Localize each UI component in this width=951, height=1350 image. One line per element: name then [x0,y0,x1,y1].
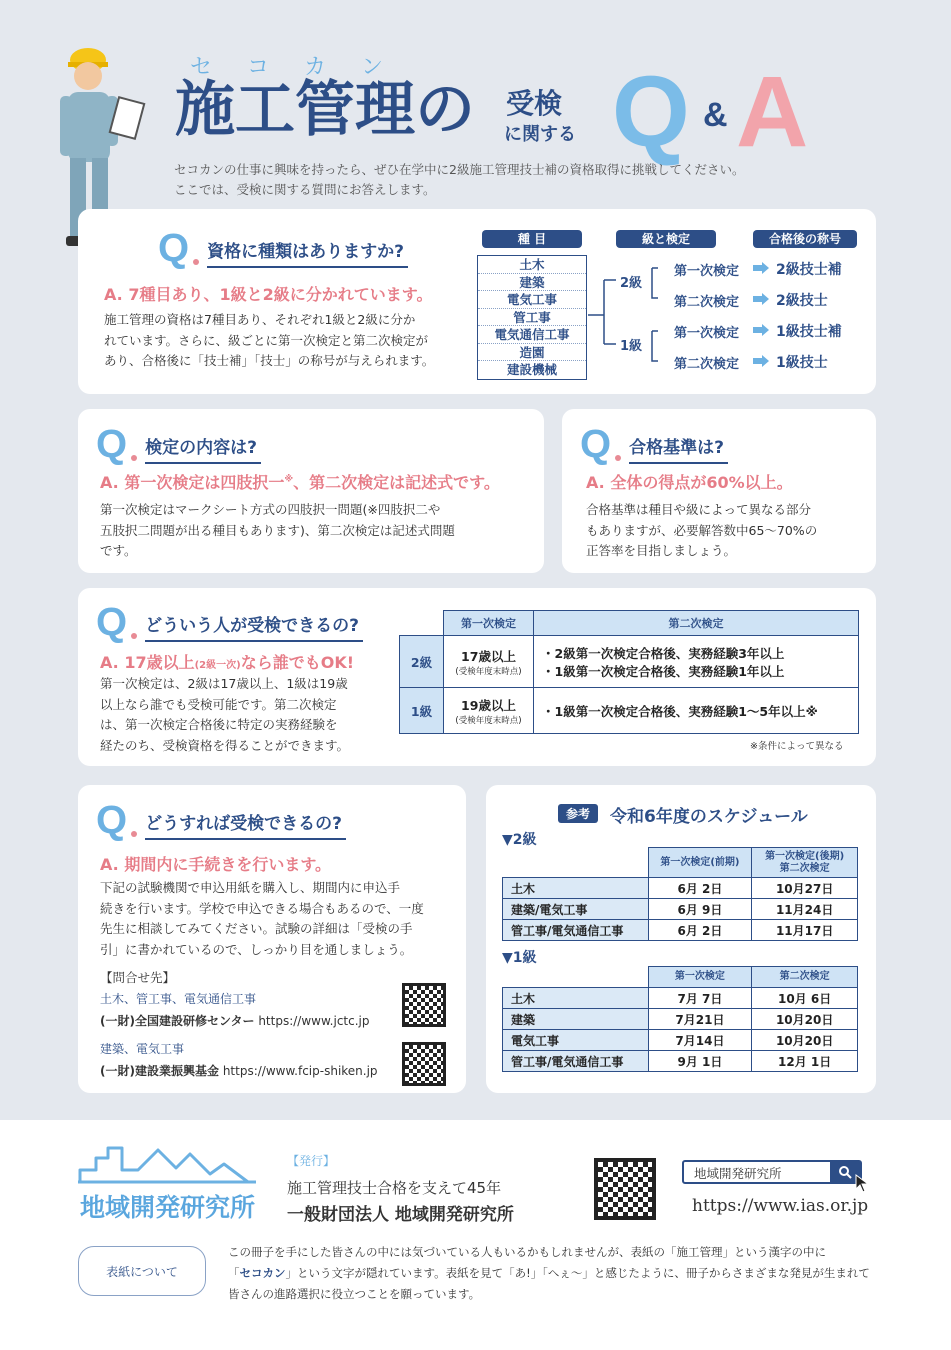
q1-exam-row3: 第一次検定 [674,326,740,341]
schedule-title: 令和6年度のスケジュール [610,807,808,827]
title-sub-bottom: に関する [504,124,576,145]
table-header: 第二次検定 [534,611,859,636]
table-row: 1級 19歳以上 (受検年度末時点) ・1級第一次検定合格後、実務経験1〜5年以上※ [400,688,859,734]
contact1-org: (一財)全国建設研修センター https://www.jctc.jp [100,1014,370,1028]
table-header: 第一次検定 [444,611,534,636]
q2-body: 第一次検定はマークシート方式の四肢択一問題(※四肢択二や 五肢択二問題が出る種目もあります)、第二次検定は記述式問題 です。 [100,502,455,558]
table-row: 土木 7月 7日 10月 6日 [503,988,858,1009]
grade2-label: ▼2級 [502,832,537,848]
q1-body: 施工管理の資格は7種目あり、それぞれ1級と2級に分か れています。さらに、級ごとに第一次検定と第二次検定が あり、合格後に「技士補」「技士」の称号が与えられます。 [104,312,435,368]
logo-skyline-icon [78,1142,258,1184]
q5-heading [96,800,346,840]
eligibility-table [399,610,859,734]
arrow-icon [753,262,769,274]
q1-answer: A. 7種目あり、1級と2級に分かれています。 [104,285,433,304]
q2-answer: A. 第一次検定は四肢択一※、第二次検定は記述式です。 [100,473,500,492]
list-item: 管工事 [478,309,586,327]
q3-body: 合格基準は種目や級によって異なる部分 もありますが、必要解答数中65〜70%の 正答率を目指しましょう。 [586,502,818,558]
q1-heading [158,228,408,268]
list-item: 建築 [478,274,586,292]
arrow-icon [753,293,769,305]
q1-header-type: 種 目 [482,230,582,248]
contact2-org: (一財)建設業振興基金 https://www.fcip-shiken.jp [100,1064,378,1078]
list-item: 土木 [478,256,586,274]
contact-label: 【問合せ先】 [100,970,176,985]
q4-body: 第一次検定は、2級は17歳以上、1級は19歳 以上なら誰でも受検可能です。第二次検定 は、第一次検定合格後に特定の実務経験を 経たのち、受検資格を得ることができます。 [100,676,350,753]
intro-text-2: ここでは、受検に関する質問にお答えします。 [174,182,436,197]
q1-header-title: 合格後の称号 [753,230,857,248]
q3-answer: A. 全体の得点が60%以上。 [586,473,793,492]
q1-exam-row4: 第二次検定 [674,357,740,372]
qr-code-fcip [402,1042,446,1086]
q1-header-grade: 級と検定 [616,230,716,248]
q5-answer: A. 期間内に手続きを行います。 [100,855,332,874]
q-icon: Q [158,226,190,270]
search-icon [838,1165,852,1179]
q5-body: 下記の試験機関で申込用紙を購入し、期間内に申込手 続きを行います。学校で申込できる場合もあるので、一度 先生に相談してみてください。試験の詳細は「受検の手 引」に書かれているので、しっかり目を通しましょう。 [100,880,424,957]
q1-type-list [477,255,587,380]
q2-heading [96,424,261,464]
site-url[interactable]: https://www.ias.or.jp [692,1196,869,1216]
q1-title-row2: 2級技士 [776,293,828,309]
q1-exam-row2: 第二次検定 [674,295,740,310]
q3-heading [580,424,728,464]
logo-text: 地域開発研究所 [80,1193,256,1222]
publisher-label: 【発行】 [287,1154,336,1168]
qr-code-ias [594,1158,656,1220]
table-row: 建築 7月21日 10月20日 [503,1009,858,1030]
schedule-grade2-table: 第一次検定(前期) 第一次検定(後期) 第二次検定 土木 6月 2日 10月27日 建築/電気工事 6月 9日 11月24日 管工事/電気通信工事 6月 2日 11月17日 [502,847,858,941]
contact1-types: 土木、管工事、電気通信工事 [100,992,257,1006]
title-ruby: セ コ カ ン [190,55,397,80]
q3-title: 合格基準は? [629,433,728,464]
table-row: 管工事/電気通信工事 6月 2日 11月17日 [503,920,858,941]
q-icon: Q [96,798,128,842]
qr-code-jctc [402,983,446,1027]
schedule-badge: 参考 [558,804,598,823]
q1-grade1: 1級 [620,339,643,354]
q1-grade2: 2級 [620,276,643,291]
table-row: 管工事/電気通信工事 9月 1日 12月 1日 [503,1051,858,1072]
q1-title-row3: 1級技士補 [776,324,842,340]
search-box[interactable] [682,1160,862,1184]
table-note: ※条件によって異なる [750,741,844,752]
arrow-icon [753,324,769,336]
q5-title: どうすれば受検できるの? [145,809,346,840]
q1-title-row4: 1級技士 [776,355,828,371]
publisher-line2: 一般財団法人 地域開発研究所 [287,1205,514,1225]
q1-exam-row1: 第一次検定 [674,264,740,279]
title-sub-top: 受検 [506,87,563,120]
grade1-label: ▼1級 [502,950,537,966]
table-row: 2級 17歳以上 (受検年度末時点) ・2級第一次検定合格後、実務経験3年以上 ・1級第一次検定合格後、実務経験1年以上 [400,636,859,688]
page-title: 施工管理の [175,75,475,145]
contact2-types: 建築、電気工事 [100,1042,185,1056]
list-item: 造園 [478,344,586,362]
qa-amp: & [703,96,728,134]
table-row: 土木 6月 2日 10月27日 [503,878,858,899]
table-row: 建築/電気工事 6月 9日 11月24日 [503,899,858,920]
q1-title-row1: 2級技士補 [776,262,842,278]
q-icon: Q [580,422,612,466]
table-row: 電気工事 7月14日 10月20日 [503,1030,858,1051]
schedule-grade1-table: 第一次検定 第二次検定 土木 7月 7日 10月 6日 建築 7月21日 10月20日 電気工事 7月14日 10月20日 管工事/電気通信工事 9月 1日 12月 1日 [502,966,858,1072]
publisher-line1: 施工管理技士合格を支えて45年 [287,1179,502,1197]
q4-title: どういう人が受検できるの? [145,611,363,642]
arrow-icon [753,355,769,367]
about-cover-text: この冊子を手にした皆さんの中には気づいている人もいるかもしれませんが、表紙の「施工管理」という漢字の中に 「セコカン」という文字が隠れています。表紙を見て「あ!」「へぇ〜」と感じたように、冊子からさまざまな発見が生まれて 皆さんの進路選択に役立つことを願っています。 [228,1245,870,1301]
q2-title: 検定の内容は? [145,433,261,464]
q4-heading [96,602,363,642]
search-input[interactable]: 地域開発研究所 [694,1166,782,1181]
q-icon: Q [96,422,128,466]
list-item: 電気通信工事 [478,326,586,344]
q-icon: Q [96,600,128,644]
list-item: 電気工事 [478,291,586,309]
contact1-url[interactable]: https://www.jctc.jp [258,1014,370,1028]
q4-answer: A. 17歳以上(2級一次)なら誰でもOK! [100,653,355,672]
qa-a: A [736,56,809,168]
about-cover-badge: 表紙について [78,1246,206,1296]
cursor-icon [855,1174,871,1194]
intro-text-1: セコカンの仕事に興味を持ったら、ぜひ在学中に2級施工管理技士補の資格取得に挑戦してください。 [174,162,745,177]
list-item: 建設機械 [506,362,557,377]
contact2-url[interactable]: https://www.fcip-shiken.jp [222,1064,378,1078]
qa-q: Q [612,56,690,168]
q1-title: 資格に種類はありますか? [207,237,408,268]
